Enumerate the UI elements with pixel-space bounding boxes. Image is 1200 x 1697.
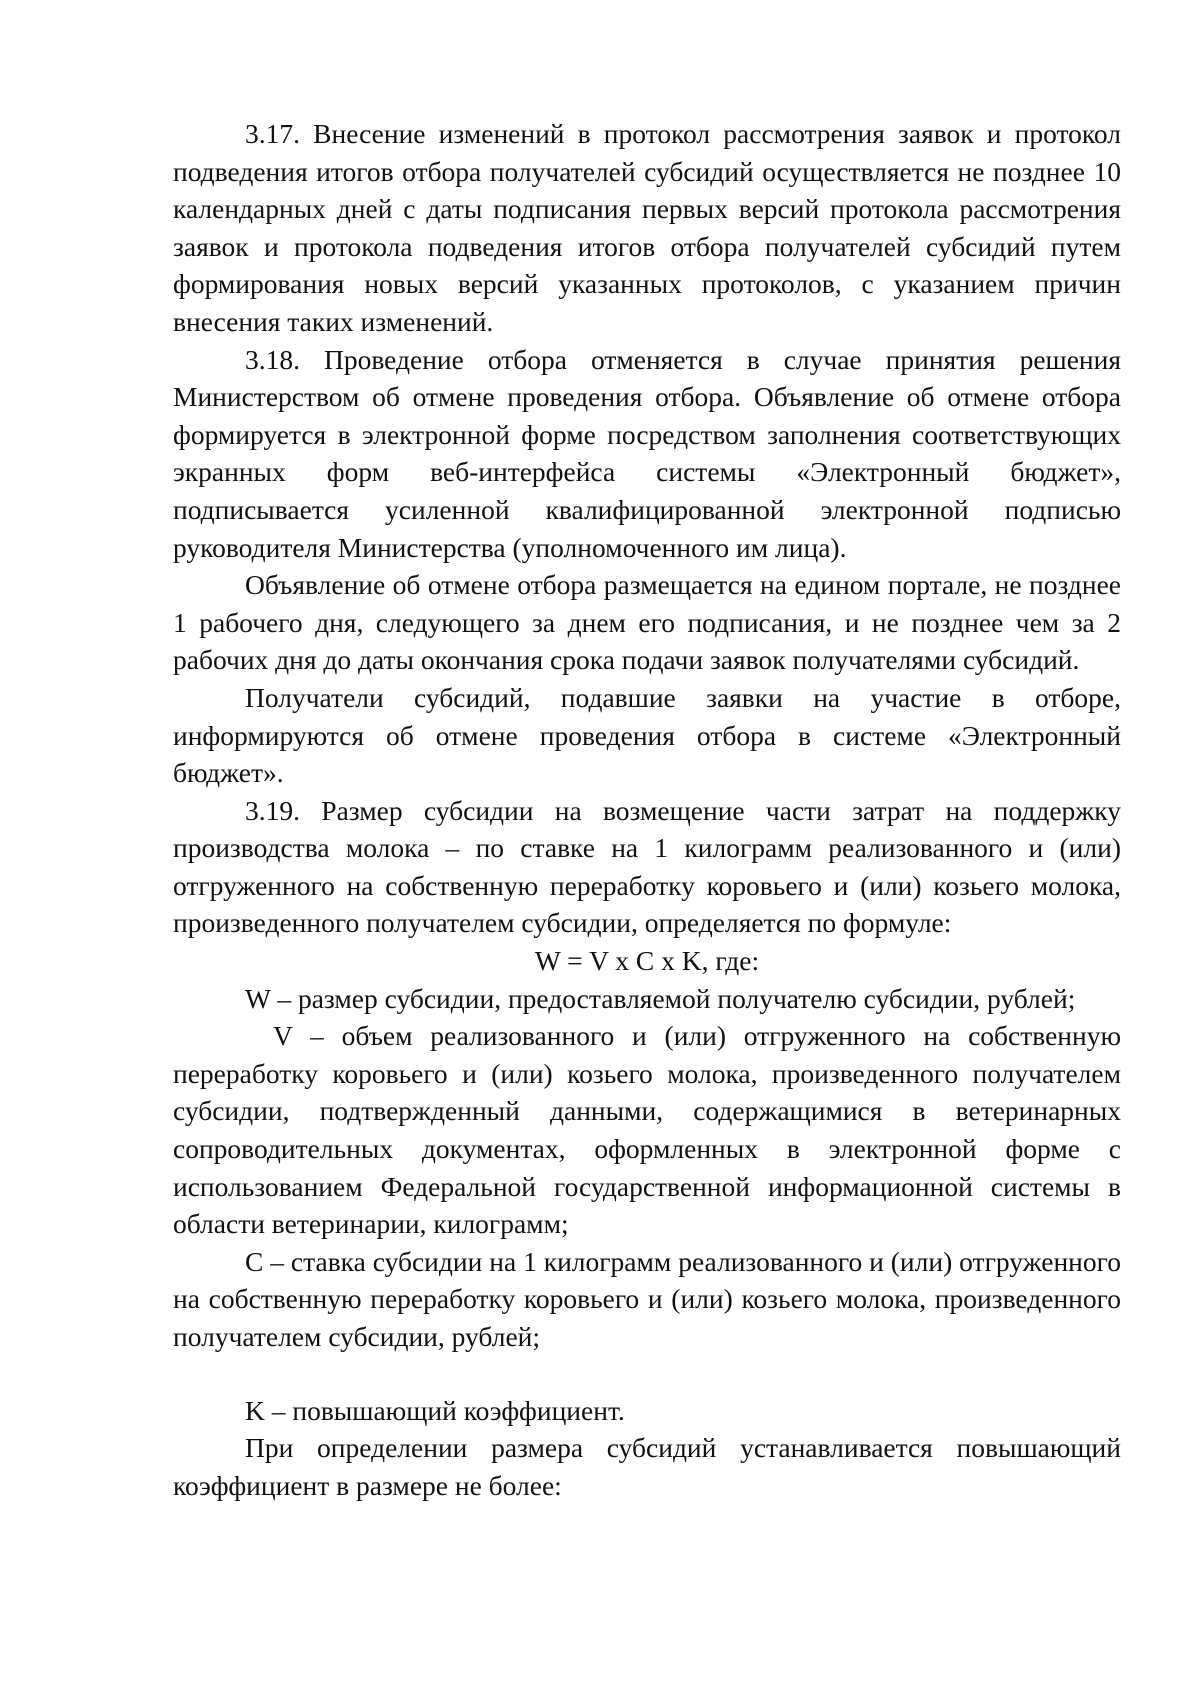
definition-w: W – размер субсидии, предоставляемой получателю субсидии, рублей;	[245, 982, 1076, 1014]
definition-v: V – объем реализованного и (или) отгруженного на собственную переработку коровьего и (или) козьего молока, произведенного получателем субсидии, подтвержденный данными, содержащимися в ветеринарных сопроводительных документах, оформленных в электронной форме с использованием Федеральной государственной информационной системы в области ветеринарии, килограмм;	[173, 1020, 1121, 1240]
document-body	[173, 115, 1121, 1504]
formula-line: W = V x C x K, где:	[534, 945, 760, 977]
paragraph-3-18: 3.18. Проведение отбора отменяется в случае принятия решения Министерством об отмене проведения отбора. Объявление об отмене отбора формируется в электронной форме посредством заполнения соответствующих экранных форм веб-интерфейса системы «Электронный бюджет», подписывается усиленной квалифицированной электронной подписью руководителя Министерства (уполномоченного им лица).	[173, 343, 1121, 563]
paragraph-cancel-announcement: Объявление об отмене отбора размещается на едином портале, не позднее 1 рабочего дня, следующего за днем его подписания, и не позднее чем за 2 рабочих дня до даты окончания срока подачи заявок получателями субсидий.	[173, 569, 1121, 676]
paragraph-recipients-informed: Получатели субсидий, подавшие заявки на участие в отборе, информируются об отмене проведения отбора в системе «Электронный бюджет».	[173, 681, 1121, 789]
paragraph-coefficient: При определении размера субсидий устанавливается повышающий коэффициент в размере не более:	[173, 1432, 1121, 1501]
paragraph-3-19: 3.19. Размер субсидии на возмещение части затрат на поддержку производства молока – по ставке на 1 килограмм реализованного и (или) отгруженного на собственную переработку коровьего и (или) козьего молока, произведенного получателем субсидии, определяется по формуле:	[173, 794, 1121, 939]
paragraph-3-17: 3.17. Внесение изменений в протокол рассмотрения заявок и протокол подведения итогов отбора получателей субсидий осуществляется не позднее 10 календарных дней с даты подписания первых версий протокола рассмотрения заявок и протокола подведения итогов отбора получателей субсидий путем формирования новых версий указанных протоколов, с указанием причин внесения таких изменений.	[173, 118, 1121, 337]
definition-c: C – ставка субсидии на 1 килограмм реализованного и (или) отгруженного на собственную переработку коровьего и (или) козьего молока, произведенного получателем субсидии, рублей;	[173, 1245, 1121, 1352]
definition-k: K – повышающий коэффициент.	[245, 1394, 625, 1426]
